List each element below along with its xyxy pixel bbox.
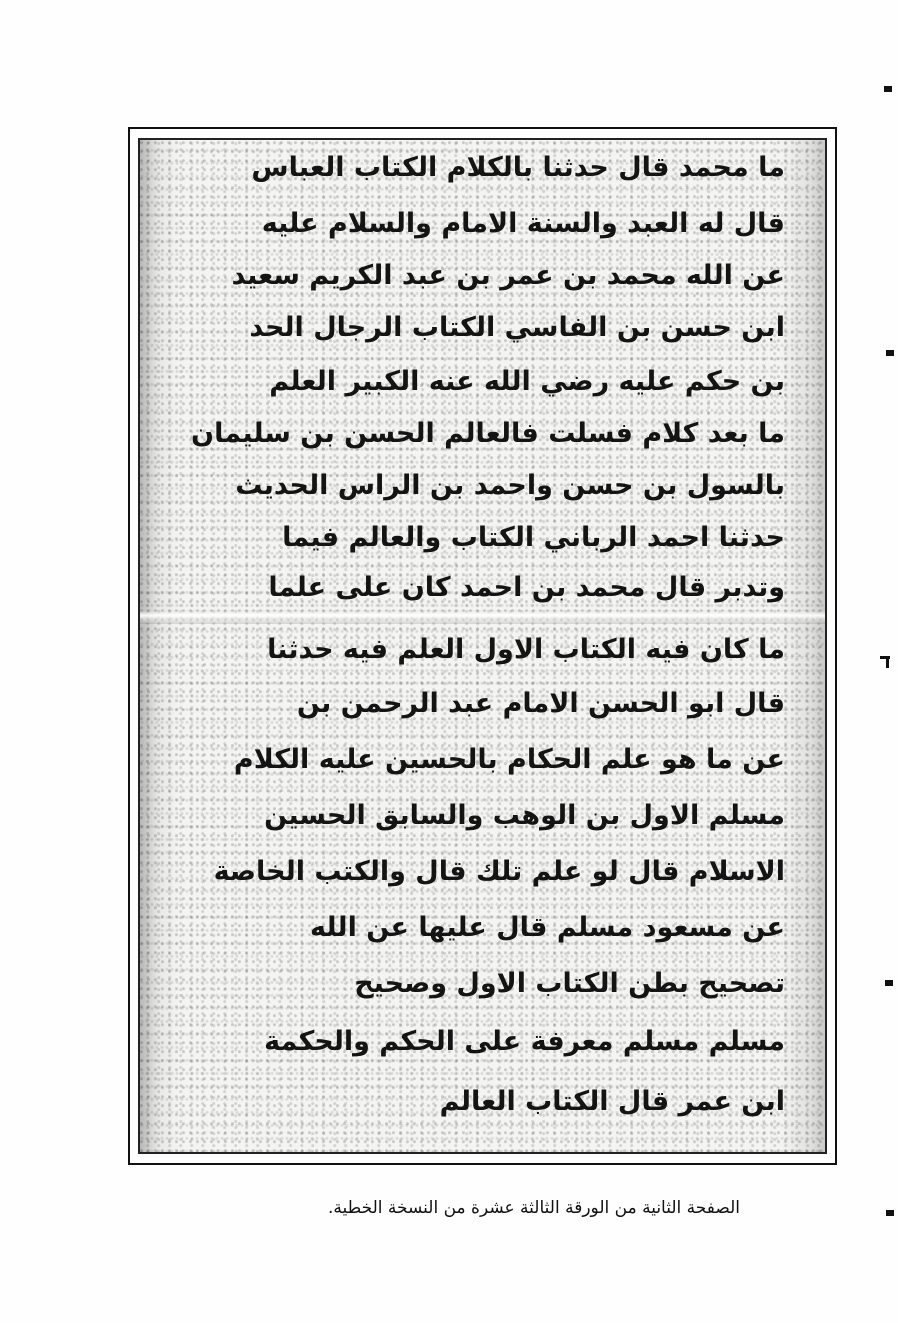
manuscript-line: عن مسعود مسلم قال عليها عن الله: [310, 912, 785, 943]
scan-edge-mark: [884, 86, 892, 92]
scan-edge-mark: [886, 350, 894, 356]
manuscript-line: مسلم الاول بن الوهب والسابق الحسين: [264, 800, 785, 831]
scan-edge-mark: [885, 980, 893, 986]
manuscript-line: مسلم مسلم معرفة على الحكم والحكمة: [264, 1026, 785, 1057]
manuscript-line: ما بعد كلام فسلت فالعالم الحسن بن سليمان: [191, 418, 785, 449]
manuscript-line: الاسلام قال لو علم تلك قال والكتب الخاصة: [213, 856, 785, 887]
manuscript-line: بن حكم عليه رضي الله عنه الكبير العلم: [269, 366, 785, 397]
manuscript-line: قال ابو الحسن الامام عبد الرحمن بن: [296, 688, 785, 719]
scan-edge-mark: [880, 656, 890, 659]
manuscript-line: تصحيح بطن الكتاب الاول وصحيح: [354, 968, 785, 999]
scan-edge-mark: [886, 1210, 894, 1216]
manuscript-line: قال له العبد والسنة الامام والسلام عليه: [261, 208, 785, 239]
image-caption: الصفحة الثانية من الورقة الثالثة عشرة من النسخة الخطية.: [328, 1198, 740, 1218]
manuscript-line: عن ما هو علم الحكام بالحسين عليه الكلام: [233, 744, 785, 775]
manuscript-fold-line: [140, 610, 825, 624]
manuscript-line: عن الله محمد بن عمر بن عبد الكريم سعيد: [231, 260, 785, 291]
manuscript-line: حدثنا احمد الرباني الكتاب والعالم فيما: [282, 522, 785, 553]
manuscript-line: ما محمد قال حدثنا بالكلام الكتاب العباس: [251, 152, 785, 183]
manuscript-line: ابن عمر قال الكتاب العالم: [439, 1086, 785, 1117]
manuscript-line: ما كان فيه الكتاب الاول العلم فيه حدثنا: [267, 634, 785, 665]
manuscript-line: وتدبر قال محمد بن احمد كان على علما: [268, 572, 785, 603]
manuscript-line: ابن حسن بن الفاسي الكتاب الرجال الحد: [249, 312, 785, 343]
manuscript-image: [138, 138, 827, 1154]
manuscript-line: بالسول بن حسن واحمد بن الراس الحديث: [235, 470, 785, 501]
